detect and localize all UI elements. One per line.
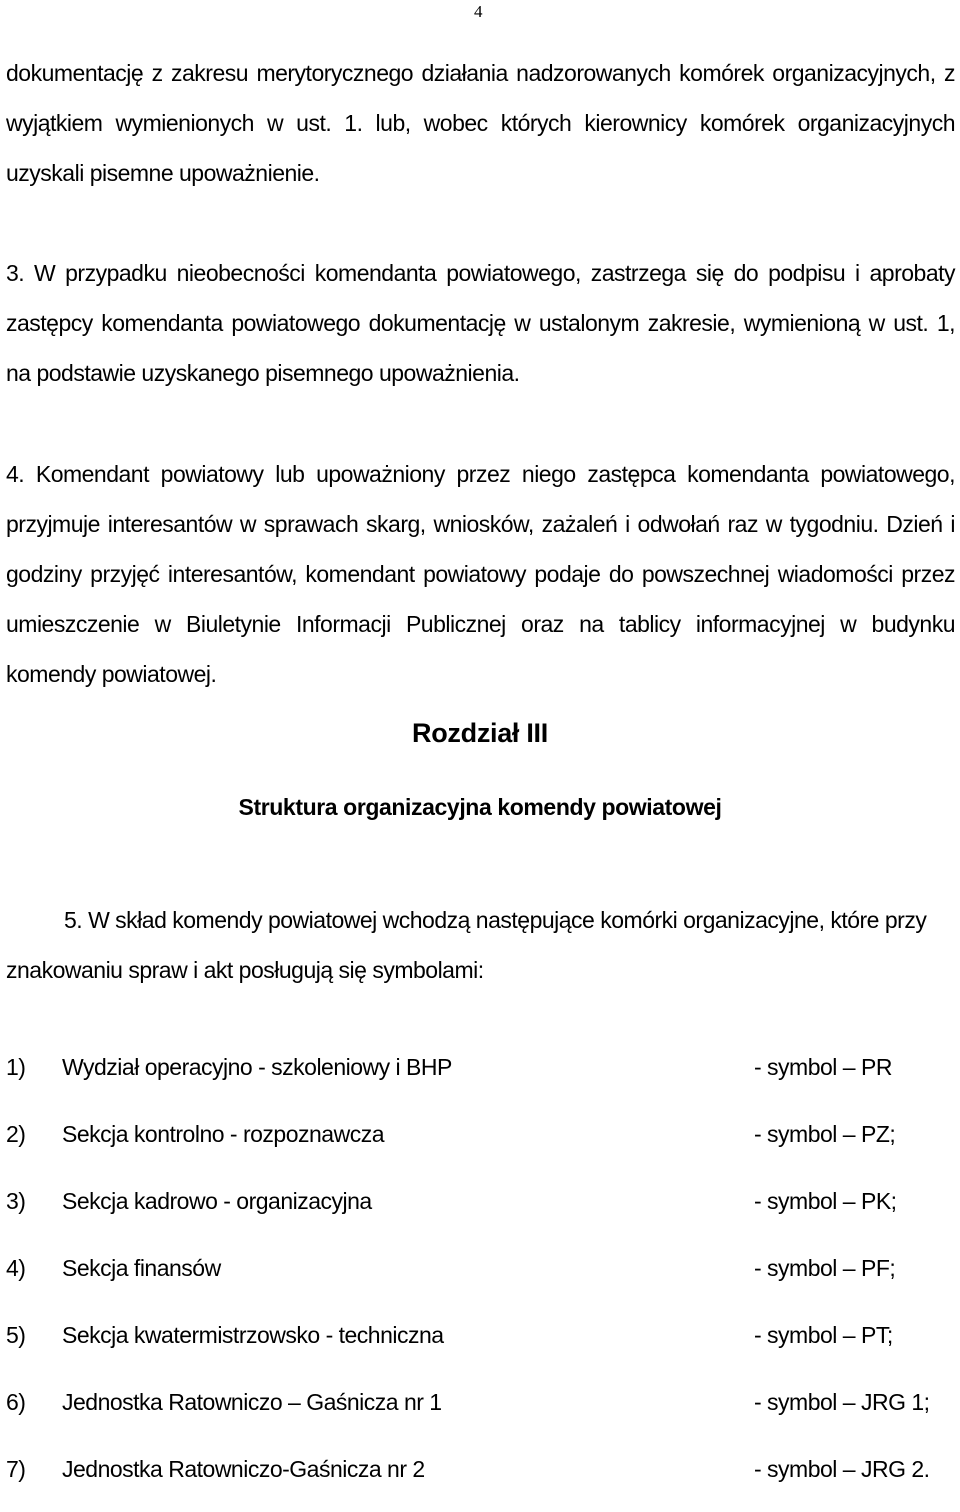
list-item xyxy=(6,1177,955,1244)
unit-symbol: - symbol – PR xyxy=(754,1054,892,1080)
unit-symbol: - symbol – PT; xyxy=(754,1322,893,1348)
item-number: 5) xyxy=(6,1322,26,1348)
item-number: 4) xyxy=(6,1255,26,1281)
chapter-subtitle: Struktura organizacyjna komendy powiatowej xyxy=(238,794,722,820)
unit-symbol: - symbol – PF; xyxy=(754,1255,896,1281)
paragraph-continuation: dokumentację z zakresu merytorycznego działania nadzorowanych komórek organizacyjnych, z wyjątkiem wymienionych w ust. 1. lub, wobec których kierownicy komórek organizacyjnych uzyskali pisemne upoważnienie. xyxy=(6,60,955,186)
paragraph-5: 5. W skład komendy powiatowej wchodzą następujące komórki organizacyjne, które przy znakowaniu spraw i akt posługują się symbolami: xyxy=(6,907,927,983)
unit-name: Jednostka Ratowniczo-Gaśnicza nr 2 xyxy=(62,1456,425,1482)
list-item xyxy=(6,1110,955,1177)
list-item xyxy=(6,1311,955,1378)
unit-name: Jednostka Ratowniczo – Gaśnicza nr 1 xyxy=(62,1389,442,1415)
unit-name: Sekcja kwatermistrzowsko - techniczna xyxy=(62,1322,444,1348)
list-item xyxy=(6,1445,955,1512)
item-number: 7) xyxy=(6,1456,26,1482)
unit-symbol: - symbol – PK; xyxy=(754,1188,897,1214)
organizational-units-list xyxy=(6,1043,955,1512)
unit-name: Sekcja kadrowo - organizacyjna xyxy=(62,1188,372,1214)
list-item xyxy=(6,1043,955,1110)
unit-symbol: - symbol – JRG 2. xyxy=(754,1456,930,1482)
page-number: 4 xyxy=(474,2,483,21)
unit-name: Wydział operacyjno - szkoleniowy i BHP xyxy=(62,1054,452,1080)
list-item xyxy=(6,1244,955,1311)
unit-name: Sekcja kontrolno - rozpoznawcza xyxy=(62,1121,384,1147)
item-number: 2) xyxy=(6,1121,26,1147)
unit-symbol: - symbol – JRG 1; xyxy=(754,1389,930,1415)
paragraph-4: 4. Komendant powiatowy lub upoważniony przez niego zastępca komendanta powiatowego, przyjmuje interesantów w sprawach skarg, wniosków, zażaleń i odwołań raz w tygodniu. Dzień i godziny przyjęć interesantów, komendant powiatowy podaje do powszechnej wiadomości przez umieszczenie w Biuletynie Informacji Publicznej oraz na tablicy informacyjnej w budynku komendy powiatowej. xyxy=(6,461,955,687)
item-number: 1) xyxy=(6,1054,26,1080)
unit-name: Sekcja finansów xyxy=(62,1255,221,1281)
list-item xyxy=(6,1378,955,1445)
item-number: 6) xyxy=(6,1389,26,1415)
paragraph-3: 3. W przypadku nieobecności komendanta powiatowego, zastrzega się do podpisu i aprobaty zastępcy komendanta powiatowego dokumentację w ustalonym zakresie, wymienioną w ust. 1, na podstawie uzyskanego pisemnego upoważnienia. xyxy=(6,260,955,386)
chapter-title: Rozdział III xyxy=(412,718,548,748)
unit-symbol: - symbol – PZ; xyxy=(754,1121,896,1147)
item-number: 3) xyxy=(6,1188,26,1214)
